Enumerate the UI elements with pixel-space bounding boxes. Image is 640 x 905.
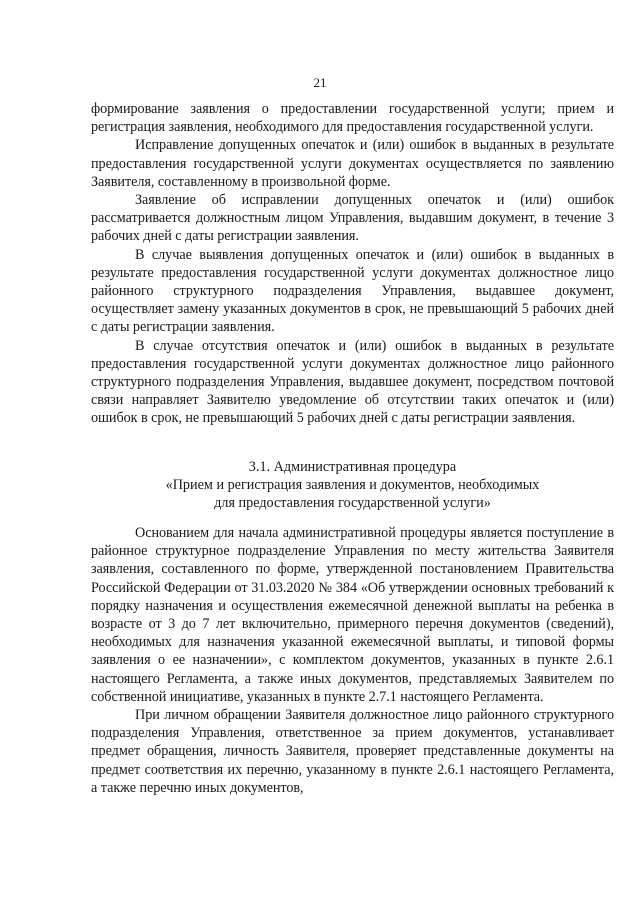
paragraph-errors-found: В случае выявления допущенных опечаток и (или) ошибок в выданных в результате предоставления государственной услуги документах должностное лицо районного структурного подразделения Управления, выдавшее документ, осуществляет замену указанных документов в срок, не превышающий 5 рабочих дней с даты регистрации заявления. [91, 246, 614, 336]
paragraph-no-errors: В случае отсутствия опечаток и (или) ошибок в выданных в результате предоставления государственной услуги документах должностное лицо районного структурного подразделения Управления, выдавшее документ, посредством почтовой связи направляет Заявителю уведомление об отсутствии таких опечаток и (или) ошибок в срок, не превышающий 5 рабочих дней с даты регистрации заявления. [91, 337, 614, 427]
paragraph-personal-visit: При личном обращении Заявителя должностное лицо районного структурного подразделения Управления, ответственное за прием документов, устанавливает предмет обращения, личность Заявителя, проверяет представленные документы на предмет соответствия их перечню, указанному в пункте 2.6.1 настоящего Регламента, а также перечню иных документов, [91, 707, 614, 796]
paragraph-review-period: Заявление об исправлении допущенных опечаток и (или) ошибок рассматривается должностным лицом Управления, выдавшим документ, в течение 3 рабочих дней с даты регистрации заявления. [91, 192, 614, 245]
paragraph-grounds: Основанием для начала административной процедуры является поступление в районное структурное подразделение Управления по месту жительства Заявителя заявления, составленного по форме, утвержденной постановлением Правительства Российской Федерации от 31.03.2020 № 384 «Об утверждении основных требований к порядку назначения и осуществления ежемесячной денежной выплаты на ребенка в возрасте от 3 до 7 лет включительно, примерного перечня документов (сведений), необходимых для назначения указанной ежемесячной выплаты, и типовой формы заявления о ее назначении», с комплектом документов, указанных в пункте 2.6.1 настоящего Регламента, а также иных документов, представляемых Заявителем по собственной инициативе, указанных в пункте 2.7.1 настоящего Регламента. [91, 525, 614, 705]
body-text-bottom [91, 524, 614, 797]
section-heading-title: 3.1. Административная процедура [248, 459, 457, 475]
paragraph-continuation: формирование заявления о предоставлении государственной услуги; прием и регистрация заявления, необходимого для предоставления государственной услуги. [91, 101, 614, 136]
section-heading [91, 458, 614, 513]
section-heading-subtitle-line2: для предоставления государственной услуги» [214, 495, 491, 512]
section-heading-subtitle-line1: «Прием и регистрация заявления и документов, необходимых [165, 477, 540, 494]
body-text-top [91, 100, 614, 428]
page-number: 21 [313, 75, 327, 90]
paragraph-correction-request: Исправление допущенных опечаток и (или) ошибок в выданных в результате предоставления государственной услуги документах осуществляется по заявлению Заявителя, составленному в произвольной форме. [91, 137, 614, 190]
